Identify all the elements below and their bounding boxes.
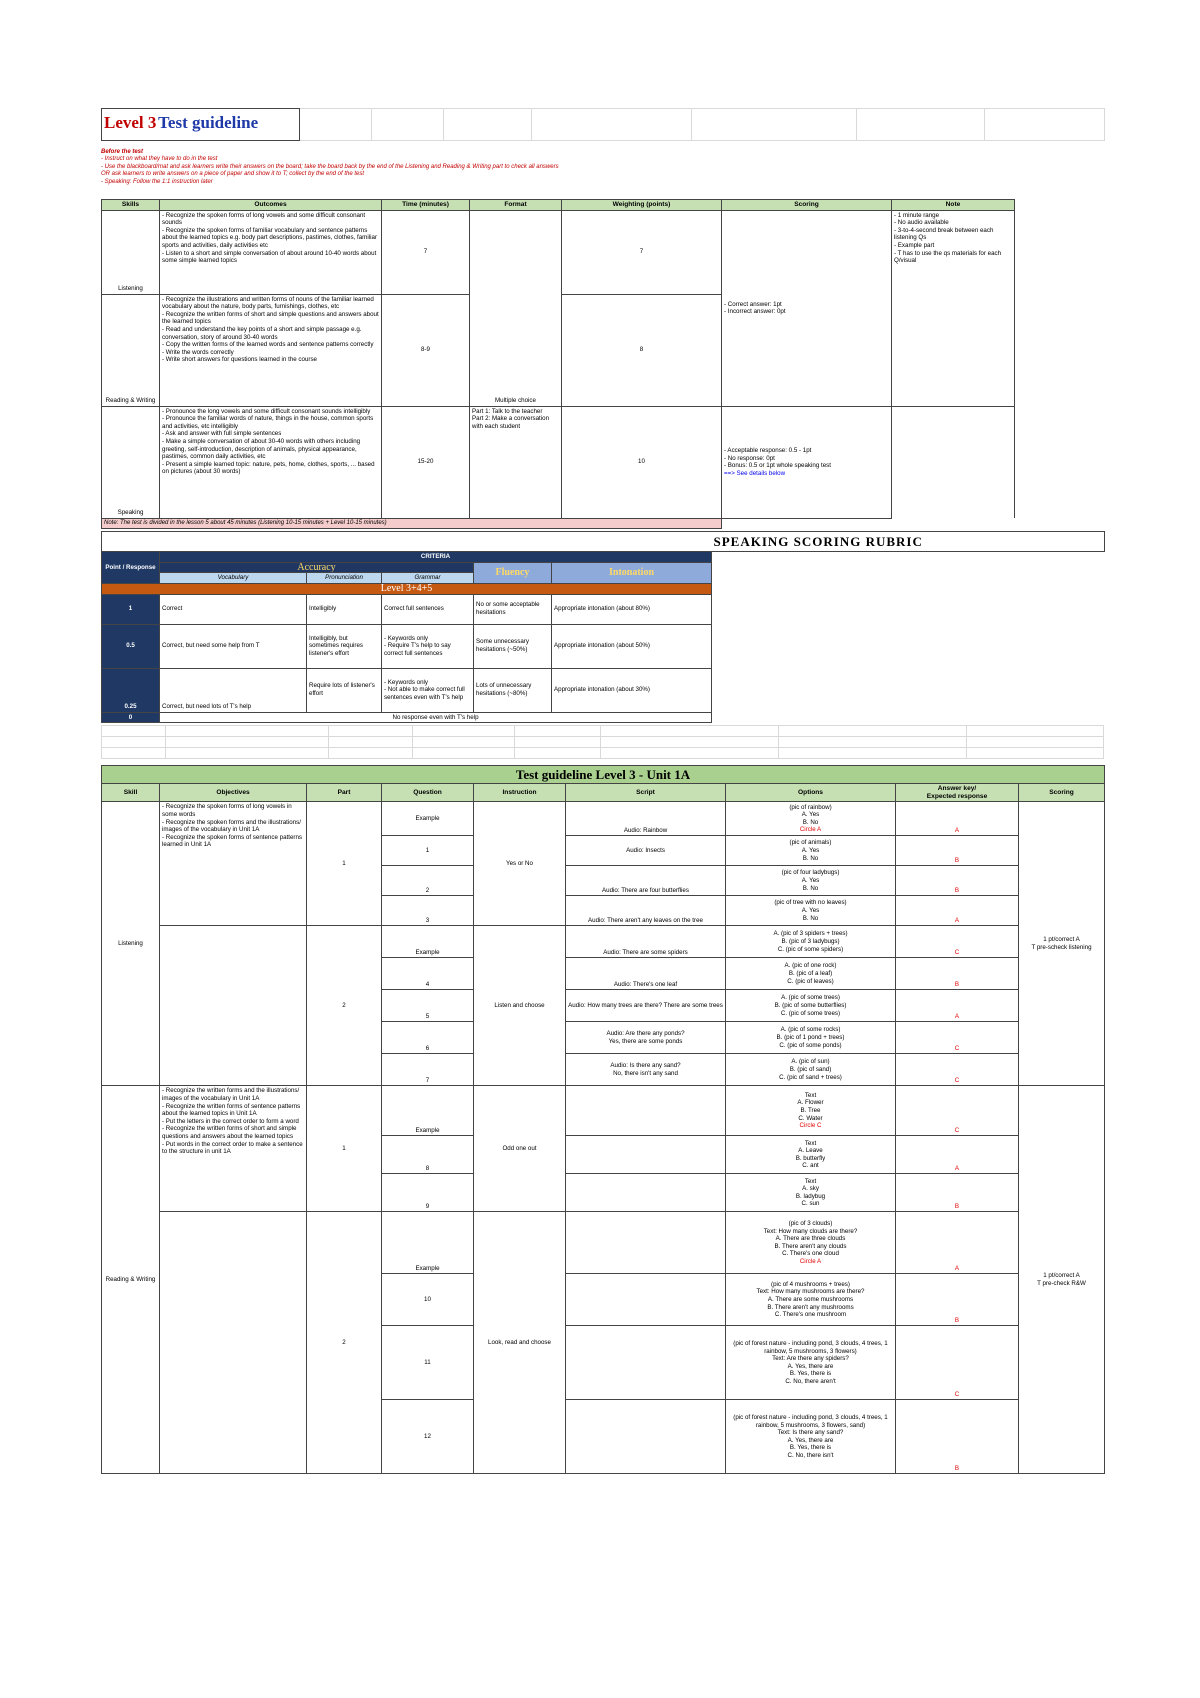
scoring-cell: - Correct answer: 1pt - Incorrect answer: 0pt [722, 210, 892, 406]
instruction-line: - Speaking: Follow the 1:1 instruction later [101, 178, 213, 185]
skill-cell: Listening [102, 802, 160, 1086]
options-cell: (pic of rainbow) A. Yes B. No Circle A [726, 802, 896, 836]
script-cell [566, 1274, 726, 1326]
points-cell: 8 [562, 294, 722, 406]
instruction-cell: Look, read and choose [474, 1212, 566, 1474]
question-cell: 12 [382, 1400, 474, 1474]
points-label: Point / Response [102, 552, 160, 584]
script-cell [566, 1326, 726, 1400]
options-cell: (pic of forest nature - including pond, 3 clouds, 4 trees, 1 rainbow, 5 mushrooms, 3 flowers) Text: Are there any spiders? A. Yes, there are B. Yes, there is C. No, there aren't [726, 1326, 896, 1400]
intonation-label: Intonation [552, 562, 712, 583]
question-cell: Example [382, 926, 474, 958]
script-cell: Audio: Is there any sand? No, there isn't any sand [566, 1054, 726, 1086]
rubric-cell: No response even with T's help [160, 712, 712, 723]
unit-title: Test guideline Level 3 - Unit 1A [102, 766, 1105, 784]
rubric-point: 0.25 [102, 668, 160, 712]
time-cell: 7 [382, 210, 470, 294]
part-cell: 2 [307, 1212, 382, 1474]
rubric-table [101, 531, 1105, 723]
options-cell: Text A. sky B. ladybug C. sun [726, 1174, 896, 1212]
answer-cell: B [896, 866, 1019, 896]
criteria-label: CRITERIA [160, 552, 712, 563]
question-cell: Example [382, 802, 474, 836]
objectives-cell: - Recognize the written forms and the illustrations/ images of the vocabulary in Unit 1A - Recognize the written forms of sentence patterns about the learned topics in Unit 1A - Put the letters in the correct order to form a word - Recognize the written forms of short and simple questions and answers about the learned topics - Put words in the correct order to make a sentence to the structure in unit 1A [160, 1086, 307, 1212]
header-script: Script [566, 784, 726, 802]
script-cell: Audio: There aren't any leaves on the tree [566, 896, 726, 926]
rubric-cell: Correct full sentences [382, 594, 474, 624]
answer-cell: A [896, 990, 1019, 1022]
answer-cell: B [896, 1174, 1019, 1212]
objectives-cell: - Recognize the spoken forms of long vowels in some words - Recognize the spoken forms and the illustrations/ images of the vocabulary in Unit 1A - Recognize the spoken forms of sentence patterns learned in Unit 1A [160, 802, 307, 926]
options-cell: A. (pic of sun) B. (pic of sand) C. (pic of sand + trees) [726, 1054, 896, 1086]
outcomes-cell: - Recognize the spoken forms of long vowels and some difficult consonant sounds - Recognize the spoken forms of familiar vocabulary and sentence patterns about the learned topics e.g. body part descriptions, pastimes, clothes, familiar sports and activities, daily activities etc - Listen to a short and simple conversation of about around 10-40 words about some simple learned topics [160, 210, 382, 294]
part-cell: 1 [307, 802, 382, 926]
sub-vocabulary: Vocabulary [160, 573, 307, 584]
rubric-point: 1 [102, 594, 160, 624]
options-cell: A. (pic of 3 spiders + trees) B. (pic of 3 ladybugs) C. (pic of some spiders) [726, 926, 896, 958]
answer-cell: B [896, 958, 1019, 990]
outcomes-cell: - Pronounce the long vowels and some difficult consonant sounds intelligibly - Pronounce the familiar words of nature, things in the house, common sports and activities, etc intelligibly - Ask and answer with full simple sentences - Make a simple conversation of about 30-40 words with others including greeting, self-introduction, description of animals, physical appearance, pastimes, common daily activities, etc - Present a simple learned topic: nature, pets, home, clothes, sports, ... based on pictures (about 30 words) [160, 406, 382, 518]
header-time: Time (minutes) [382, 200, 470, 211]
header-answer-key: Answer key/ Expected response [896, 784, 1019, 802]
points-cell: 10 [562, 406, 722, 518]
script-cell: Audio: Rainbow [566, 802, 726, 836]
options-cell: (pic of forest nature - including pond, 3 clouds, 4 trees, 1 rainbow, 5 mushrooms, 3 flowers, sand) Text: Is there any sand? A. Yes, there are B. Yes, there is C. No, there isn't [726, 1400, 896, 1474]
rubric-cell: - Keywords only - Not able to make correct full sentences even with T's help [382, 668, 474, 712]
part-cell: 2 [307, 926, 382, 1086]
options-cell: (pic of 3 clouds) Text: How many clouds are there? A. There are three clouds B. There aren't any clouds C. There's one cloud Circle A [726, 1212, 896, 1274]
rubric-point: 0.5 [102, 624, 160, 668]
objectives-cell [160, 1212, 307, 1474]
rubric-cell: Some unnecessary hesitations (~50%) [474, 624, 552, 668]
format-cell: Part 1: Talk to the teacher Part 2: Make a conversation with each student [470, 406, 562, 518]
page-title: Level 3 Test guideline [102, 109, 300, 141]
script-cell [566, 1086, 726, 1136]
answer-cell: A [896, 1136, 1019, 1174]
header-note: Note [892, 200, 1015, 211]
header-points: Weighting (points) [562, 200, 722, 211]
header-scoring: Scoring [722, 200, 892, 211]
see-details-link[interactable]: ==> See details below [724, 469, 786, 477]
script-cell: Audio: There are some spiders [566, 926, 726, 958]
question-cell: Example [382, 1212, 474, 1274]
accuracy-label: Accuracy [160, 562, 474, 573]
instruction-cell: Yes or No [474, 802, 566, 926]
rubric-cell: Require lots of listener's effort [307, 668, 382, 712]
script-cell: Audio: Are there any ponds? Yes, there are some ponds [566, 1022, 726, 1054]
instruction-cell: Odd one out [474, 1086, 566, 1212]
options-cell: Text A. Leave B. butterfly C. ant [726, 1136, 896, 1174]
header-skills: Skills [102, 200, 160, 211]
options-cell: Text A. Flower B. Tree C. Water Circle C [726, 1086, 896, 1136]
options-cell: (pic of 4 mushrooms + trees) Text: How many mushrooms are there? A. There are some mushrooms B. There aren't any mushrooms C. There's one mushroom [726, 1274, 896, 1326]
outcomes-cell: - Recognize the illustrations and written forms of nouns of the familiar learned vocabulary about the nature, body parts, furnishings, clothes, etc - Recognize the written forms of short and simple questions and answers about the learned topics - Read and understand the key points of a short and simple passage e.g. conversation, story of around 30-40 words - Copy the written forms of the learned words and sentence patterns correctly - Write the words correctly - Write short answers for questions learned in the course [160, 294, 382, 406]
answer-cell: B [896, 1400, 1019, 1474]
skill-cell: Speaking [102, 406, 160, 518]
rubric-cell: No or some acceptable hesitations [474, 594, 552, 624]
answer-cell: B [896, 836, 1019, 866]
question-cell: 3 [382, 896, 474, 926]
rubric-cell: Appropriate intonation (about 80%) [552, 594, 712, 624]
question-cell: 5 [382, 990, 474, 1022]
script-cell: Audio: There's one leaf [566, 958, 726, 990]
instruction-line: - Use the blackboard/mat and ask learners write their answers on the board; take the board back by the end of the Listening and Reading & Writing part to check all answers [101, 163, 559, 170]
question-cell: 4 [382, 958, 474, 990]
header-skill: Skill [102, 784, 160, 802]
question-cell: 8 [382, 1136, 474, 1174]
answer-cell: C [896, 926, 1019, 958]
options-cell: A. (pic of one rock) B. (pic of a leaf) C. (pic of leaves) [726, 958, 896, 990]
header-options: Options [726, 784, 896, 802]
question-cell: 11 [382, 1326, 474, 1400]
answer-cell: A [896, 896, 1019, 926]
rubric-cell: Intelligibly, but sometimes requires listener's effort [307, 624, 382, 668]
spacer-grid [101, 725, 1104, 759]
instruction-line: - Instruct on what they have to do in the test [101, 156, 218, 163]
answer-cell: C [896, 1054, 1019, 1086]
header-outcomes: Outcomes [160, 200, 382, 211]
scoring-cell: 1 pt/correct A T pre-check R&W [1019, 1086, 1105, 1474]
rubric-cell: Correct, but need lots of T's help [160, 668, 307, 712]
header-instruction: Instruction [474, 784, 566, 802]
skill-cell: Listening [102, 210, 160, 294]
rubric-cell: Appropriate intonation (about 50%) [552, 624, 712, 668]
instruction-line: OR ask learners to write answers on a piece of paper and show it to T; collect by the end of the test [101, 171, 365, 178]
question-cell: 7 [382, 1054, 474, 1086]
level-band: Level 3+4+5 [102, 583, 712, 594]
instruction-cell: Listen and choose [474, 926, 566, 1086]
options-cell: (pic of animals) A. Yes B. No [726, 836, 896, 866]
question-cell: 9 [382, 1174, 474, 1212]
header-objectives: Objectives [160, 784, 307, 802]
guideline-table [101, 199, 1105, 529]
rubric-banner [102, 532, 712, 552]
time-cell: 8-9 [382, 294, 470, 406]
header-scoring: Scoring [1019, 784, 1105, 802]
footnote: Note: The test is divided in the lesson 5 about 45 minutes (Listening 10-15 minutes + Level 10-15 minutes) [102, 518, 722, 529]
rubric-banner: SPEAKING SCORING RUBRIC [712, 532, 1105, 552]
options-cell: A. (pic of some rocks) B. (pic of 1 pond + trees) C. (pic of some ponds) [726, 1022, 896, 1054]
format-cell: Multiple choice [470, 210, 562, 406]
rubric-cell: Correct [160, 594, 307, 624]
objectives-cell [160, 926, 307, 1086]
instruction-line: Before the test [101, 149, 144, 155]
sub-pronunciation: Pronunciation [307, 573, 382, 584]
time-cell: 15-20 [382, 406, 470, 518]
answer-cell: C [896, 1022, 1019, 1054]
options-cell: A. (pic of some trees) B. (pic of some butterflies) C. (pic of some trees) [726, 990, 896, 1022]
answer-cell: A [896, 1212, 1019, 1274]
part-cell: 1 [307, 1086, 382, 1212]
sub-grammar: Grammar [382, 573, 474, 584]
header-question: Question [382, 784, 474, 802]
notes-cell: - 1 minute range - No audio available - 3-to-4-second break between each listening Qs - Example part - T has to use the qs materials for each Q/visual [892, 210, 1015, 406]
question-cell: 6 [382, 1022, 474, 1054]
title-table [101, 108, 1105, 141]
rubric-cell: Correct, but need some help from T [160, 624, 307, 668]
instructions [101, 149, 1104, 199]
script-cell: Audio: There are four butterflies [566, 866, 726, 896]
answer-cell: B [896, 1274, 1019, 1326]
rubric-cell: Appropriate intonation (about 30%) [552, 668, 712, 712]
script-cell [566, 1212, 726, 1274]
question-cell: 10 [382, 1274, 474, 1326]
script-cell: Audio: How many trees are there? There are some trees [566, 990, 726, 1022]
rubric-cell: Lots of unnecessary hesitations (~80%) [474, 668, 552, 712]
points-cell: 7 [562, 210, 722, 294]
rubric-cell: - Keywords only - Require T's help to say correct full sentences [382, 624, 474, 668]
unit-table [101, 765, 1105, 1474]
script-cell [566, 1174, 726, 1212]
question-cell: Example [382, 1086, 474, 1136]
rubric-point: 0 [102, 712, 160, 723]
answer-cell: C [896, 1086, 1019, 1136]
options-cell: (pic of four ladybugs) A. Yes B. No [726, 866, 896, 896]
question-cell: 2 [382, 866, 474, 896]
spreadsheet [101, 108, 1104, 1474]
script-cell: Audio: Insects [566, 836, 726, 866]
fluency-label: Fluency [474, 562, 552, 583]
script-cell [566, 1136, 726, 1174]
options-cell: (pic of tree with no leaves) A. Yes B. No [726, 896, 896, 926]
skill-cell: Reading & Writing [102, 1086, 160, 1474]
scoring-cell: - Acceptable response: 0.5 - 1pt - No response: 0pt - Bonus: 0.5 or 1pt whole speaking test ==> See details below [722, 406, 892, 518]
scoring-cell: 1 pt/correct A T pre-scheck listening [1019, 802, 1105, 1086]
header-part: Part [307, 784, 382, 802]
header-format: Format [470, 200, 562, 211]
question-cell: 1 [382, 836, 474, 866]
rubric-cell: Intelligibly [307, 594, 382, 624]
answer-cell: A [896, 802, 1019, 836]
answer-cell: C [896, 1326, 1019, 1400]
skill-cell: Reading & Writing [102, 294, 160, 406]
script-cell [566, 1400, 726, 1474]
